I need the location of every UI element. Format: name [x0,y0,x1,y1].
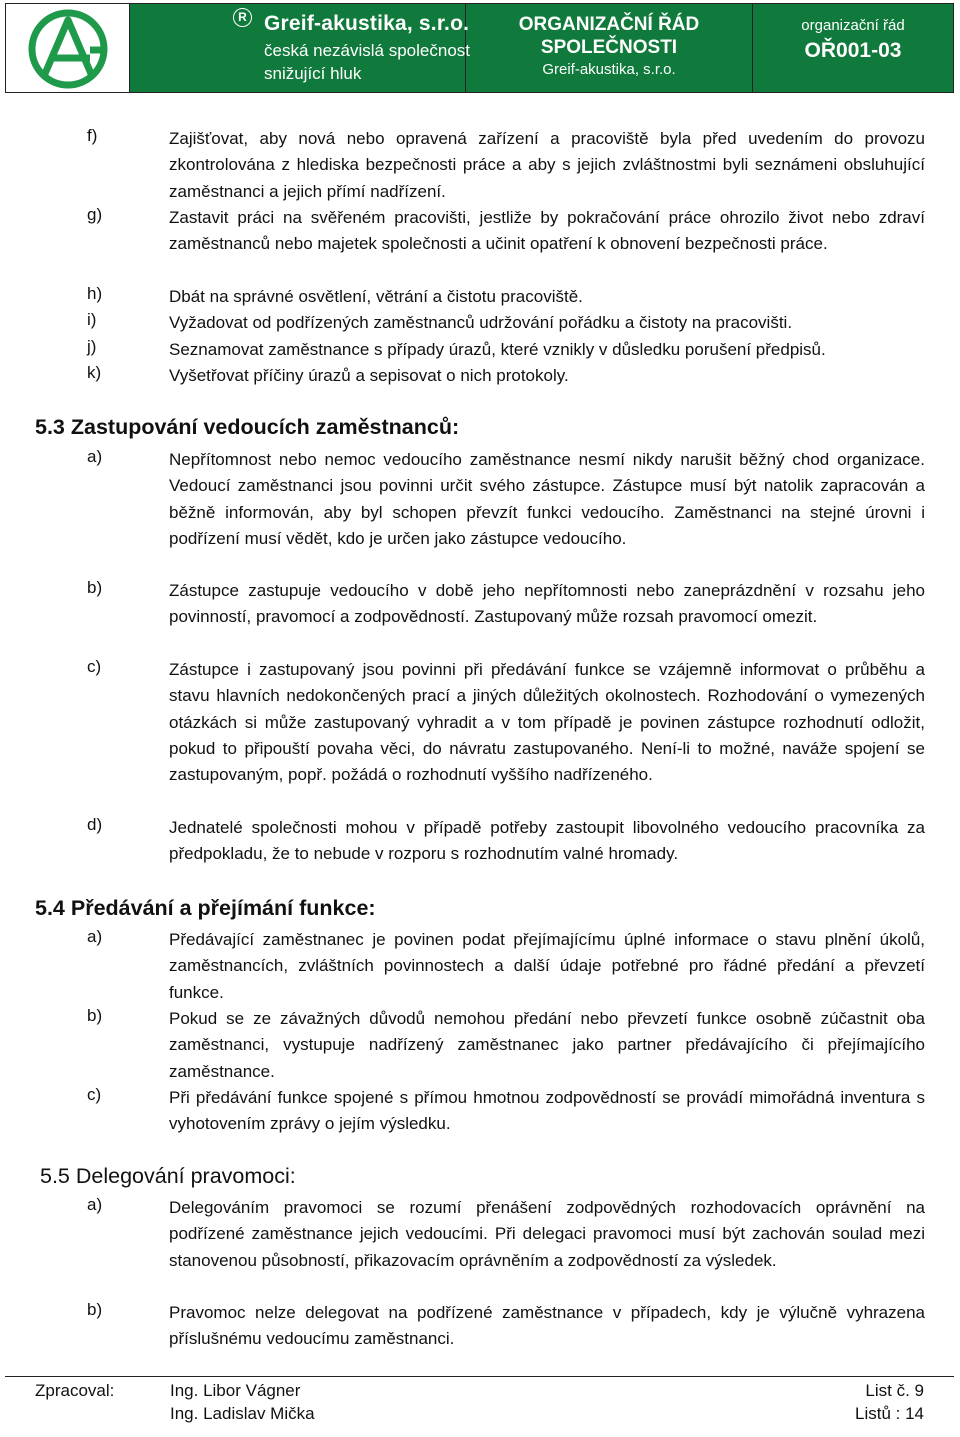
company-name: Greif-akustika, s.r.o. [264,12,470,35]
item-label: i) [87,310,97,329]
company-block [130,4,471,92]
item-text: Zajišťovat, aby nová nebo opravená zařízení a pracoviště byla před uvedením do provozu zkontrolována z hlediska bezpečnosti práce a aby s jejich zvláštnostmi byli seznámeni obsluhující zaměstnanci a jejich přímí nadřízení. [169,129,925,201]
section-heading-5-4: 5.4 Předávání a přejímání funkce: [35,896,376,920]
item-label: b) [87,1006,103,1025]
item-text: Pravomoc nelze delegovat na podřízené zaměstnance v případech, kdy je výlučně vyhrazena příslušnému vedoucímu zaměstnanci. [169,1303,925,1349]
ga-logo-icon [16,6,120,90]
company-tagline-2: snižující hluk [264,64,362,83]
doc-title-line-2: SPOLEČNOSTI [540,37,678,58]
document-footer [5,1376,954,1431]
document-code-block [753,4,953,92]
registered-mark: R [233,8,252,27]
item-label: f) [87,126,98,145]
company-tagline-1: česká nezávislá společnost [264,41,471,60]
item-label: k) [87,363,102,382]
item-label: a) [87,447,103,466]
author-2: Ing. Ladislav Mička [170,1404,315,1423]
item-label: d) [87,815,103,834]
item-label: c) [87,657,102,676]
page-count: Listů : 14 [855,1404,924,1423]
item-label: g) [87,205,103,224]
item-label: h) [87,284,103,303]
item-text: Dbát na správné osvětlení, větrání a čistotu pracoviště. [169,287,583,306]
item-text: Seznamovat zaměstnance s případy úrazů, které vznikly v důsledku porušení předpisů. [169,340,826,359]
author-1: Ing. Libor Vágner [170,1381,301,1400]
doc-code: OŘ001-03 [804,39,902,62]
item-label: j) [87,337,97,356]
item-label: a) [87,1195,103,1214]
page-number: List č. 9 [865,1381,924,1400]
doc-type: organizační řád [801,17,905,34]
item-label: b) [87,1300,103,1319]
section-heading-5-3: 5.3 Zastupování vedoucích zaměstnanců: [35,415,460,439]
company-logo [6,4,130,92]
item-text: Zástupce i zastupovaný jsou povinni při předávání funkce se vzájemně informovat o průběhu a stavu hlavních nedokončených prací a jiných důležitých okolnostech. Rozhodování o vymezených otázkách si může zastupovaný vyhradit a v tom případě je povinen zástupce rozhodnutí odložit, pokud to připouští povaha věci, do návratu zastupovaného. Není-li to možné, naváže spojení se zastupovaným, popř. požádá o rozhodnutí vyššího nadřízeného. [169,660,925,785]
section-heading-5-5: 5.5 Delegování pravomoci: [40,1164,296,1188]
item-text: Nepřítomnost nebo nemoc vedoucího zaměstnance nesmí nikdy narušit běžný chod organizace. Vedoucí zaměstnanci jsou povinni určit svého zástupce. Zástupce musí být natolik zapracován a běžně informován, aby byl schopen převzít funkci vedoucího. Zaměstnanci na stejné úrovni i podřízení musí vědět, kdo je určen jako zástupce vedoucího. [169,450,925,548]
item-label: a) [87,927,103,946]
doc-title-line-3: Greif-akustika, s.r.o. [542,61,676,78]
doc-title-line-1: ORGANIZAČNÍ ŘÁD [518,14,700,35]
item-text: Vyžadovat od podřízených zaměstnanců udržování pořádku a čistoty na pracovišti. [169,313,793,332]
item-text: Zastavit práci na svěřeném pracovišti, jestliže by pokračování práce ohrozilo život nebo zdraví zaměstnanců nebo majetek společnosti a učinit opatření k obnovení bezpečnosti práce. [169,208,925,254]
item-text: Delegováním pravomoci se rozumí přenášení zodpovědných rozhodovacích oprávnění na podřízené zaměstnance jejich vedoucími. Při delegaci pravomoci musí být zachován soulad mezi stanovenou působností, přikazovacím oprávněním a zodpovědností za výsledek. [169,1198,925,1270]
item-text: Pokud se ze závažných důvodů nemohou předání nebo převzetí funkce osobně zúčastnit oba zaměstnanci, vystupuje nadřízený zaměstnanec jako partner předávajícího či přejímajícího zaměstnance. [169,1009,925,1081]
item-text: Vyšetřovat příčiny úrazů a sepisovat o nich protokoly. [169,366,569,385]
document-header [5,3,954,93]
item-label: b) [87,578,103,597]
item-text: Jednatelé společnosti mohou v případě potřeby zastoupit libovolného vedoucího pracovníka za předpokladu, že to nebude v rozporu s rozhodnutím valné hromady. [169,818,925,864]
prepared-by-label: Zpracoval: [35,1381,115,1400]
item-label: c) [87,1085,102,1104]
item-text: Zástupce zastupuje vedoucího v době jeho nepřítomnosti nebo zaneprázdnění v rozsahu jeho povinností, pravomocí a zodpovědností. Zastupovaný může rozsah pravomocí omezit. [169,581,925,627]
item-text: Při předávání funkce spojené s přímou hmotnou zodpovědností se provádí mimořádná inventura s vyhotovením zprávy o jejím výsledku. [169,1088,925,1134]
item-text: Předávající zaměstnanec je povinen podat přejímajícímu úplné informace o stavu plnění úkolů, zaměstnancích, zvláštních povinnostech a další údaje potřebné pro řádné předání a převzetí funkce. [169,930,925,1002]
document-title-block [466,4,753,92]
